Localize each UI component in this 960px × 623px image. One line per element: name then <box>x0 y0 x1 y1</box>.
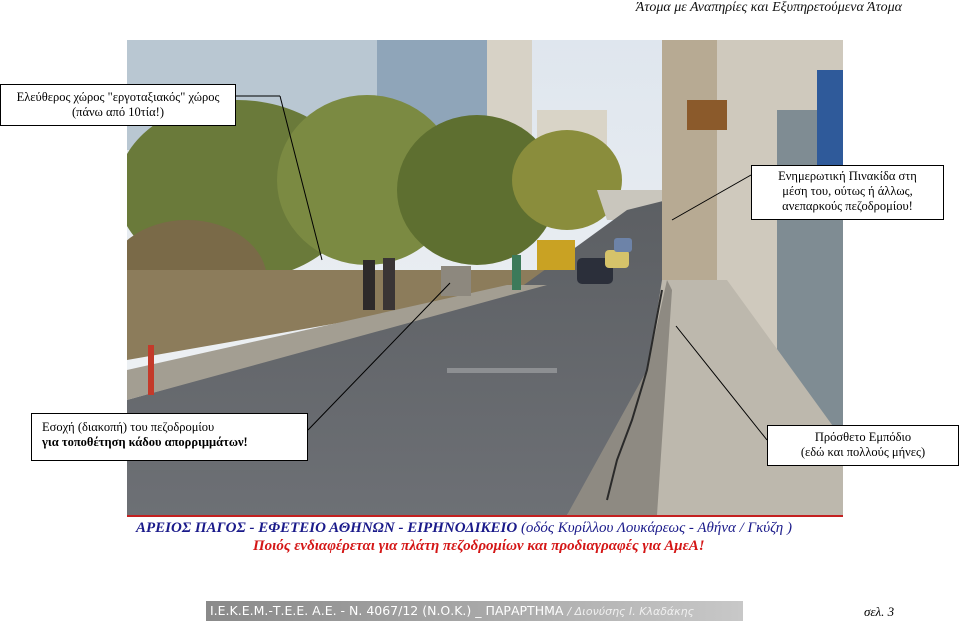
caption-main: ΑΡΕΙΟΣ ΠΑΓΟΣ - ΕΦΕΤΕΙΟ ΑΘΗΝΩΝ - ΕΙΡΗΝΟΔΙΚΕΙΟ <box>136 520 518 536</box>
callout-sign-line2: μέση του, ούτως ή άλλως, <box>782 184 913 198</box>
callout-workspace-line1: Ελεύθερος χώρος "εργοταξιακός" χώρος <box>16 90 220 104</box>
callout-sign-line1: Ενημερωτική Πινακίδα στη <box>778 169 917 183</box>
callout-workspace <box>0 84 236 126</box>
callout-obstacle-line2: (εδώ και πολλούς μήνες) <box>800 445 926 459</box>
callout-obstacle-line1: Πρόσθετο Εμπόδιο <box>814 430 912 444</box>
callout-obstacle <box>767 425 959 466</box>
callout-recess-line1: Εσοχή (διακοπή) του πεζοδρομίου <box>42 420 215 434</box>
footer-bar <box>206 601 743 621</box>
page-number <box>864 604 894 620</box>
caption-question: Ποιός ενδιαφέρεται για πλάτη πεζοδρομίων και προδιαγραφές για ΑμεΑ! <box>253 538 705 554</box>
callout-sign-line3: ανεπαρκούς πεζοδρομίου! <box>782 199 913 213</box>
callout-workspace-line2: (πάνω από 10τία!) <box>71 105 165 119</box>
header-title: Άτομα με Αναπηρίες και Εξυπηρετούμενα Άτομα <box>635 0 902 15</box>
callout-recess-line2: για τοποθέτηση κάδου απορριμμάτων! <box>42 435 248 449</box>
page-label: σελ. <box>864 604 885 619</box>
footer-author: / Διονύσης Ι. Κλαδάκης <box>567 605 695 618</box>
footer-bar-text: Ι.Ε.Κ.Ε.Μ.-Τ.Ε.Ε. Α.Ε. - Ν. 4067/12 (Ν.Ο.Κ.) _ ΠΑΡΑΡΤΗΜΑ <box>210 603 568 618</box>
callout-sign <box>751 165 944 220</box>
caption-divider <box>127 515 843 517</box>
callout-recess <box>31 413 308 461</box>
photo-caption <box>136 520 792 537</box>
caption-location: (οδός Κυρίλλου Λουκάρεως - Αθήνα / Γκύζη ) <box>517 520 792 536</box>
page-number-value: 3 <box>887 604 895 619</box>
